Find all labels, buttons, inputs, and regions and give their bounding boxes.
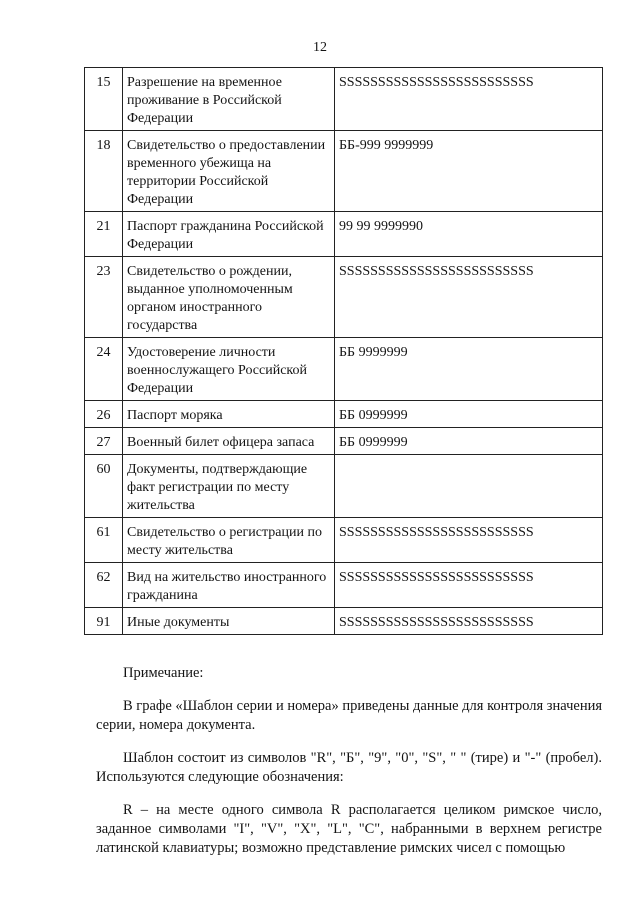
row-template-cell: SSSSSSSSSSSSSSSSSSSSSSSSS (335, 608, 603, 635)
note-paragraph-3: R – на месте одного символа R располагается целиком римское число, заданное символами "I", "V", "X", "L", "C", набранными в верхнем регистре латинской клавиатуры; возможно представление римских чисел с помощью (96, 802, 602, 856)
row-template-cell: ББ 0999999 (335, 401, 603, 428)
row-name-cell: Паспорт гражданина Российской Федерации (123, 212, 335, 257)
table-row (85, 257, 603, 338)
document-types-table (84, 67, 603, 635)
row-code-cell: 91 (85, 608, 123, 635)
row-template-cell: SSSSSSSSSSSSSSSSSSSSSSSSS (335, 257, 603, 338)
row-code-cell: 62 (85, 563, 123, 608)
row-name-cell: Удостоверение личности военнослужащего Российской Федерации (123, 338, 335, 401)
row-template-cell: SSSSSSSSSSSSSSSSSSSSSSSSS (335, 563, 603, 608)
row-name-cell: Свидетельство о регистрации по месту жительства (123, 518, 335, 563)
page-number: 12 (313, 40, 327, 55)
row-code-cell: 23 (85, 257, 123, 338)
row-name-cell: Свидетельство о предоставлении временного убежища на территории Российской Федерации (123, 131, 335, 212)
row-template-cell: ББ 9999999 (335, 338, 603, 401)
table-body (85, 68, 603, 635)
table-row (85, 401, 603, 428)
row-name-cell: Вид на жительство иностранного гражданина (123, 563, 335, 608)
row-code-cell: 61 (85, 518, 123, 563)
table-row (85, 428, 603, 455)
note-paragraph-2: Шаблон состоит из символов "R", "Б", "9", "0", "S", " " (тире) и "-" (пробел). Используются следующие обозначения: (96, 750, 602, 785)
row-template-cell (335, 455, 603, 518)
row-name-cell: Иные документы (123, 608, 335, 635)
table-row (85, 608, 603, 635)
row-name-cell: Разрешение на временное проживание в Российской Федерации (123, 68, 335, 131)
row-name-cell: Военный билет офицера запаса (123, 428, 335, 455)
table-row (85, 68, 603, 131)
row-template-cell: ББ-999 9999999 (335, 131, 603, 212)
notes-title: Примечание: (123, 665, 204, 681)
notes-section (96, 664, 602, 872)
table-row (85, 212, 603, 257)
note-paragraph-1: В графе «Шаблон серии и номера» приведены данные для контроля значения серии, номера документа. (96, 698, 603, 733)
row-template-cell: ББ 0999999 (335, 428, 603, 455)
row-template-cell: SSSSSSSSSSSSSSSSSSSSSSSSS (335, 68, 603, 131)
row-name-cell: Документы, подтверждающие факт регистрации по месту жительства (123, 455, 335, 518)
row-name-cell: Паспорт моряка (123, 401, 335, 428)
row-code-cell: 60 (85, 455, 123, 518)
table-row (85, 563, 603, 608)
table-row (85, 455, 603, 518)
table-row (85, 518, 603, 563)
row-template-cell: SSSSSSSSSSSSSSSSSSSSSSSSS (335, 518, 603, 563)
table-row (85, 131, 603, 212)
row-code-cell: 21 (85, 212, 123, 257)
table-row (85, 338, 603, 401)
row-code-cell: 15 (85, 68, 123, 131)
row-code-cell: 27 (85, 428, 123, 455)
row-code-cell: 26 (85, 401, 123, 428)
row-code-cell: 24 (85, 338, 123, 401)
row-code-cell: 18 (85, 131, 123, 212)
row-template-cell: 99 99 9999990 (335, 212, 603, 257)
row-name-cell: Свидетельство о рождении, выданное уполномоченным органом иностранного государства (123, 257, 335, 338)
